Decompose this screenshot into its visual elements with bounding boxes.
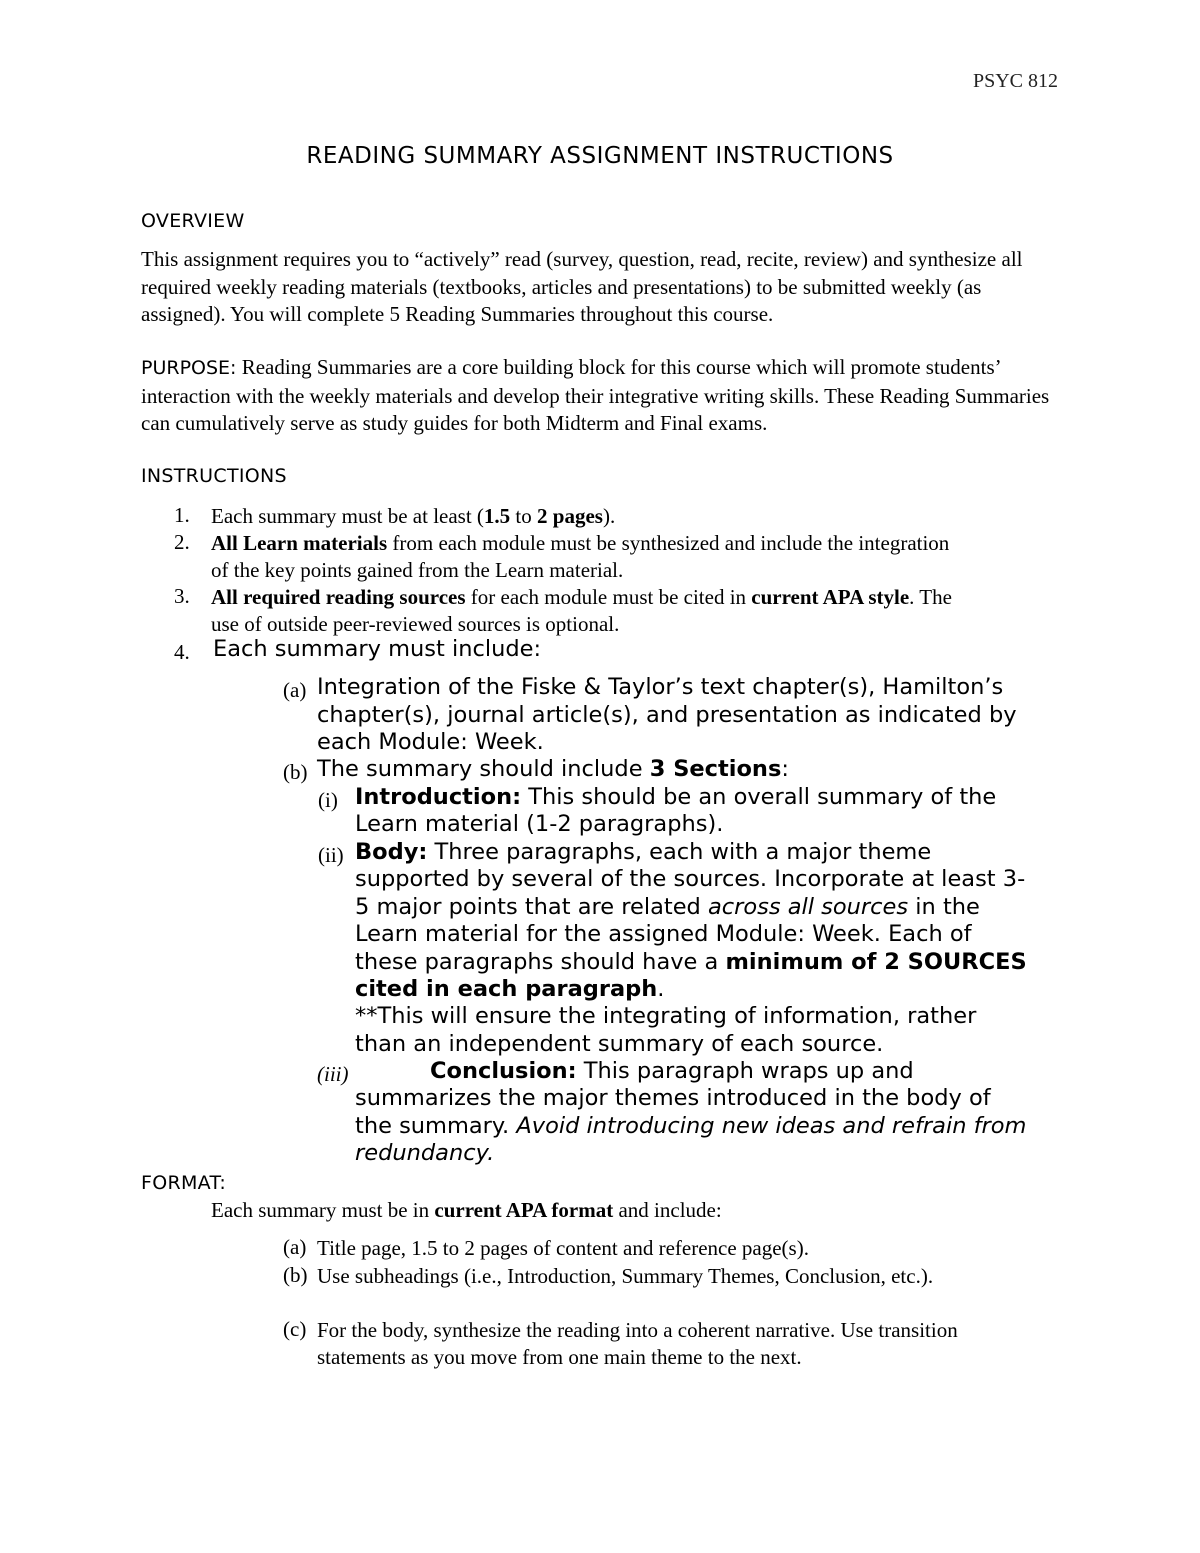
sub-item-ii-line7: **This will ensure the integrating of information, rather: [355, 1003, 977, 1029]
format-item-b: Use subheadings (i.e., Introduction, Summary Themes, Conclusion, etc.).: [317, 1264, 934, 1288]
list-number: 1.: [174, 503, 190, 527]
instruction-item-2-cont: of the key points gained from the Learn material.: [211, 558, 624, 582]
page-title: READING SUMMARY ASSIGNMENT INSTRUCTIONS: [306, 143, 894, 169]
sub-item-b: The summary should include 3 Sections:: [317, 756, 789, 782]
sub-label-a: (a): [283, 678, 307, 702]
instruction-item-3-cont: use of outside peer-reviewed sources is optional.: [211, 612, 620, 636]
sub-item-ii-line6: cited in each paragraph.: [355, 976, 665, 1002]
format-item-c-line1: For the body, synthesize the reading into a coherent narrative. Use transition: [317, 1318, 958, 1342]
instruction-item-3: All required reading sources for each module must be cited in current APA style. The: [211, 585, 952, 609]
format-item-a: Title page, 1.5 to 2 pages of content and reference page(s).: [317, 1236, 809, 1260]
format-heading: FORMAT:: [141, 1172, 227, 1194]
overview-text: This assignment requires you to “actively” read (survey, question, read, recite, review) and synthesize all required weekly reading materials (textbooks, articles and presentations) to be submitted weekly (as assigned). You will complete 5 Reading Summaries throughout this course.: [141, 247, 1023, 326]
format-label-b: (b): [283, 1263, 308, 1287]
purpose-heading: PURPOSE:: [141, 357, 237, 379]
sub-item-i-line1: Introduction: This should be an overall summary of the: [355, 784, 997, 810]
instruction-item-4: Each summary must include:: [213, 636, 542, 662]
format-item-c-line2: statements as you move from one main theme to the next.: [317, 1345, 802, 1369]
sub-item-ii-line3: 5 major points that are related across all sources in the: [355, 894, 980, 920]
sub-item-ii-line2: supported by several of the sources. Incorporate at least 3-: [355, 866, 1026, 892]
sub-label-iii: (iii): [317, 1062, 349, 1086]
instruction-item-1: Each summary must be at least (1.5 to 2 pages).: [211, 504, 616, 528]
purpose-text: Reading Summaries are a core building block for this course which will promote students’ interaction with the weekly materials and develop their integrative writing skills. These Reading Summaries can cumulatively serve as study guides for both Midterm and Final exams.: [141, 355, 1050, 435]
sub-label-ii: (ii): [318, 843, 344, 867]
list-number: 2.: [174, 530, 190, 554]
sub-item-iii-line2: summarizes the major themes introduced in the body of: [355, 1085, 991, 1111]
instruction-item-2: All Learn materials from each module must be synthesized and include the integration: [211, 531, 950, 555]
sub-label-b: (b): [283, 760, 308, 784]
list-number: 3.: [174, 584, 190, 608]
sub-item-ii-line8: than an independent summary of each source.: [355, 1031, 884, 1057]
sub-item-a-line1: Integration of the Fiske & Taylor’s text chapter(s), Hamilton’s: [317, 674, 1004, 700]
course-code: PSYC 812: [972, 70, 1058, 92]
sub-item-a-line2: chapter(s), journal article(s), and presentation as indicated by: [317, 702, 1017, 728]
format-intro: Each summary must be in current APA format and include:: [211, 1198, 722, 1222]
sub-item-ii-line4: Learn material for the assigned Module: Week. Each of: [355, 921, 972, 947]
sub-item-ii-line1: Body: Three paragraphs, each with a major theme: [355, 839, 932, 865]
format-label-a: (a): [283, 1235, 307, 1259]
sub-item-iii-line4: redundancy.: [355, 1140, 495, 1166]
list-number: 4.: [174, 640, 190, 664]
sub-item-ii-line5: these paragraphs should have a minimum of 2 SOURCES: [355, 949, 1027, 975]
purpose-paragraph: [141, 354, 1071, 438]
sub-item-i-line2: Learn material (1-2 paragraphs).: [355, 811, 724, 837]
sub-label-i: (i): [318, 788, 338, 812]
overview-heading: OVERVIEW: [141, 210, 245, 232]
format-label-c: (c): [283, 1317, 307, 1341]
sub-item-a-line3: each Module: Week.: [317, 729, 544, 755]
instructions-heading: INSTRUCTIONS: [141, 465, 287, 487]
sub-item-iii-line3: the summary. Avoid introducing new ideas and refrain from: [355, 1113, 1027, 1139]
sub-item-iii-line1: Conclusion: This paragraph wraps up and: [430, 1058, 914, 1084]
